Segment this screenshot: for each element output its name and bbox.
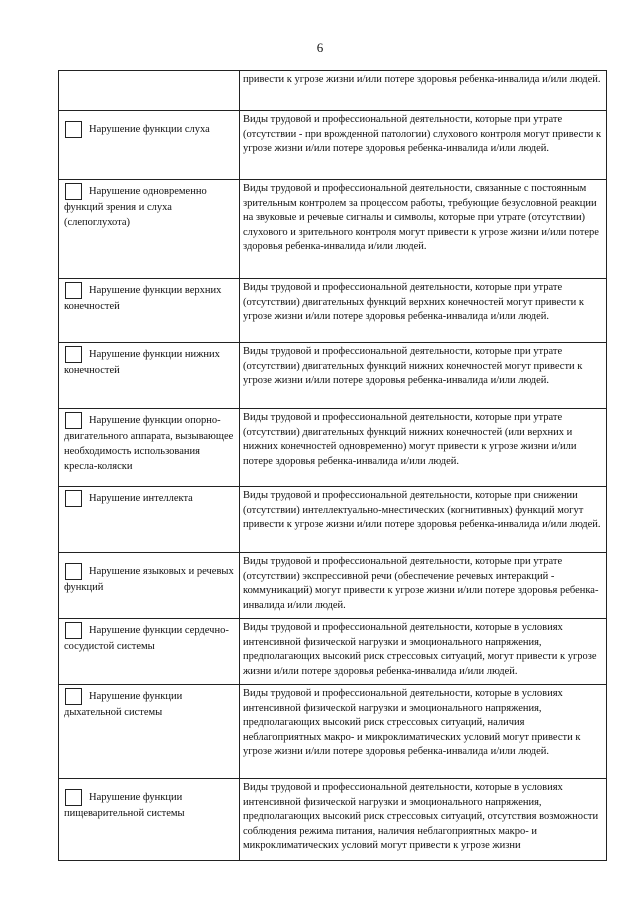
- description-text: Виды трудовой и профессиональной деятельности, которые при утрате (отсутствии) экспрессивной речи (обеспечение речевых интеракций - коммуникаций) могут привести к угрозе жизни и/или потере здоровья ребенка-инвалида и/или людей.: [243, 556, 599, 611]
- description-text: Виды трудовой и профессиональной деятельности, которые в условиях интенсивной физической нагрузки и эмоционального напряжения, предполагающих высокий риск стрессовых ситуаций, отсутствия возможности соблюдения режима питания, наличия неблагоприятных макро- и микроклиматических условий могут привести к угрозе жизни: [243, 782, 599, 851]
- checkbox[interactable]: [65, 346, 82, 363]
- checkbox[interactable]: [65, 282, 82, 299]
- description-text: Виды трудовой и профессиональной деятельности, которые при утрате (отсутствии - при врожденной патологии) слухового контроля могут привести к угрозе жизни и/или потере здоровья ребенка-инвалида и/или людей.: [243, 114, 602, 154]
- description-text: Виды трудовой и профессиональной деятельности, которые при утрате (отсутствии) двигательных функций нижних конечностей (или верхних и нижних конечностей одновременно) могут привести к угрозе жизни и/или потере здоровья ребенка-инвалида и/или людей.: [243, 412, 577, 467]
- description-cell: [240, 619, 607, 685]
- description-text: Виды трудовой и профессиональной деятельности, которые при утрате (отсутствии) двигательных функций нижних конечностей могут привести к угрозе жизни и/или потере здоровья ребенка-инвалида и/или людей.: [243, 346, 583, 386]
- table-row: [59, 619, 607, 685]
- description-text: Виды трудовой и профессиональной деятельности, которые при утрате (отсутствии) двигательных функций верхних конечностей могут привести к угрозе жизни и/или потере здоровья ребенка-инвалида и/или людей.: [243, 282, 584, 322]
- table-row: [59, 343, 607, 409]
- table-row: [59, 180, 607, 279]
- category-cell: [59, 279, 240, 343]
- description-text: Виды трудовой и профессиональной деятельности, которые в условиях интенсивной физической нагрузки и эмоционального напряжения, предполагающих высокий риск стрессовых ситуаций, могут привести к угрозе жизни и/или потере здоровья ребенка-инвалида и/или людей.: [243, 622, 597, 677]
- category-label: Нарушение интеллекта: [89, 492, 193, 504]
- description-cell: [240, 779, 607, 861]
- checkbox[interactable]: [65, 121, 82, 138]
- category-label: Нарушение функции сердечно-сосудистой системы: [64, 624, 229, 652]
- description-cell: [240, 409, 607, 487]
- description-cell: [240, 111, 607, 180]
- description-cell: [240, 71, 607, 111]
- category-label: Нарушение функции дыхательной системы: [64, 690, 183, 718]
- category-cell: [59, 409, 240, 487]
- description-cell: [240, 487, 607, 553]
- category-label: Нарушение функции слуха: [89, 123, 210, 135]
- page-number: 6: [316, 40, 324, 55]
- category-cell: [59, 685, 240, 779]
- table-row: [59, 553, 607, 619]
- table-row: [59, 111, 607, 180]
- table-row: [59, 487, 607, 553]
- category-label: Нарушение функции пищеварительной системы: [64, 791, 185, 819]
- category-cell: [59, 487, 240, 553]
- description-cell: [240, 685, 607, 779]
- description-cell: [240, 343, 607, 409]
- category-cell: [59, 779, 240, 861]
- category-cell: [59, 619, 240, 685]
- description-text: Виды трудовой и профессиональной деятельности, связанные с постоянным зрительным контролем за процессом работы, требующие безусловной реакции на звуковые и речевые сигналы и символы, которые при утрате (отсутствии) слухового и зрительного контроля могут привести к угрозе жизни и/или потере здоровья ребенка-инвалида и/или людей.: [243, 183, 599, 252]
- table-row: [59, 409, 607, 487]
- category-label: Нарушение функции верхних конечностей: [64, 284, 222, 312]
- checkbox[interactable]: [65, 563, 82, 580]
- checkbox[interactable]: [65, 789, 82, 806]
- description-text: Виды трудовой и профессиональной деятельности, которые при снижении (отсутствии) интеллектуально-мнестических (когнитивных) функций могут привести к угрозе жизни и/или потере здоровья ребенка-инвалида и/или людей.: [243, 490, 601, 530]
- category-cell: [59, 553, 240, 619]
- checkbox[interactable]: [65, 183, 82, 200]
- description-cell: [240, 180, 607, 279]
- category-label: Нарушение одновременно функций зрения и слуха (слепоглухота): [64, 185, 207, 228]
- category-label: Нарушение функции нижних конечностей: [64, 348, 220, 376]
- description-cell: [240, 279, 607, 343]
- category-label: Нарушение функции опорно-двигательного аппарата, вызывающее необходимость использования кресла-коляски: [64, 414, 234, 472]
- description-cell: [240, 553, 607, 619]
- category-cell: [59, 180, 240, 279]
- table-row: [59, 279, 607, 343]
- checkbox[interactable]: [65, 622, 82, 639]
- checkbox[interactable]: [65, 490, 82, 507]
- description-text: Виды трудовой и профессиональной деятельности, которые в условиях интенсивной физической нагрузки и эмоционального напряжения, предполагающих высокий риск стрессовых ситуаций, наличия неблагоприятных макро- и микроклиматических условий могут привести к угрозе жизни и/или потере здоровья ребенка-инвалида и/или людей.: [243, 688, 581, 757]
- table-row: [59, 779, 607, 861]
- checkbox[interactable]: [65, 688, 82, 705]
- category-cell: [59, 111, 240, 180]
- category-label: Нарушение языковых и речевых функций: [64, 565, 234, 593]
- category-cell: [59, 343, 240, 409]
- restrictions-table: [58, 70, 607, 861]
- table-row: [59, 71, 607, 111]
- empty-cell: [59, 71, 240, 111]
- table-row: [59, 685, 607, 779]
- continuation-text: привести к угрозе жизни и/или потере здоровья ребенка-инвалида и/или людей.: [243, 74, 601, 85]
- checkbox[interactable]: [65, 412, 82, 429]
